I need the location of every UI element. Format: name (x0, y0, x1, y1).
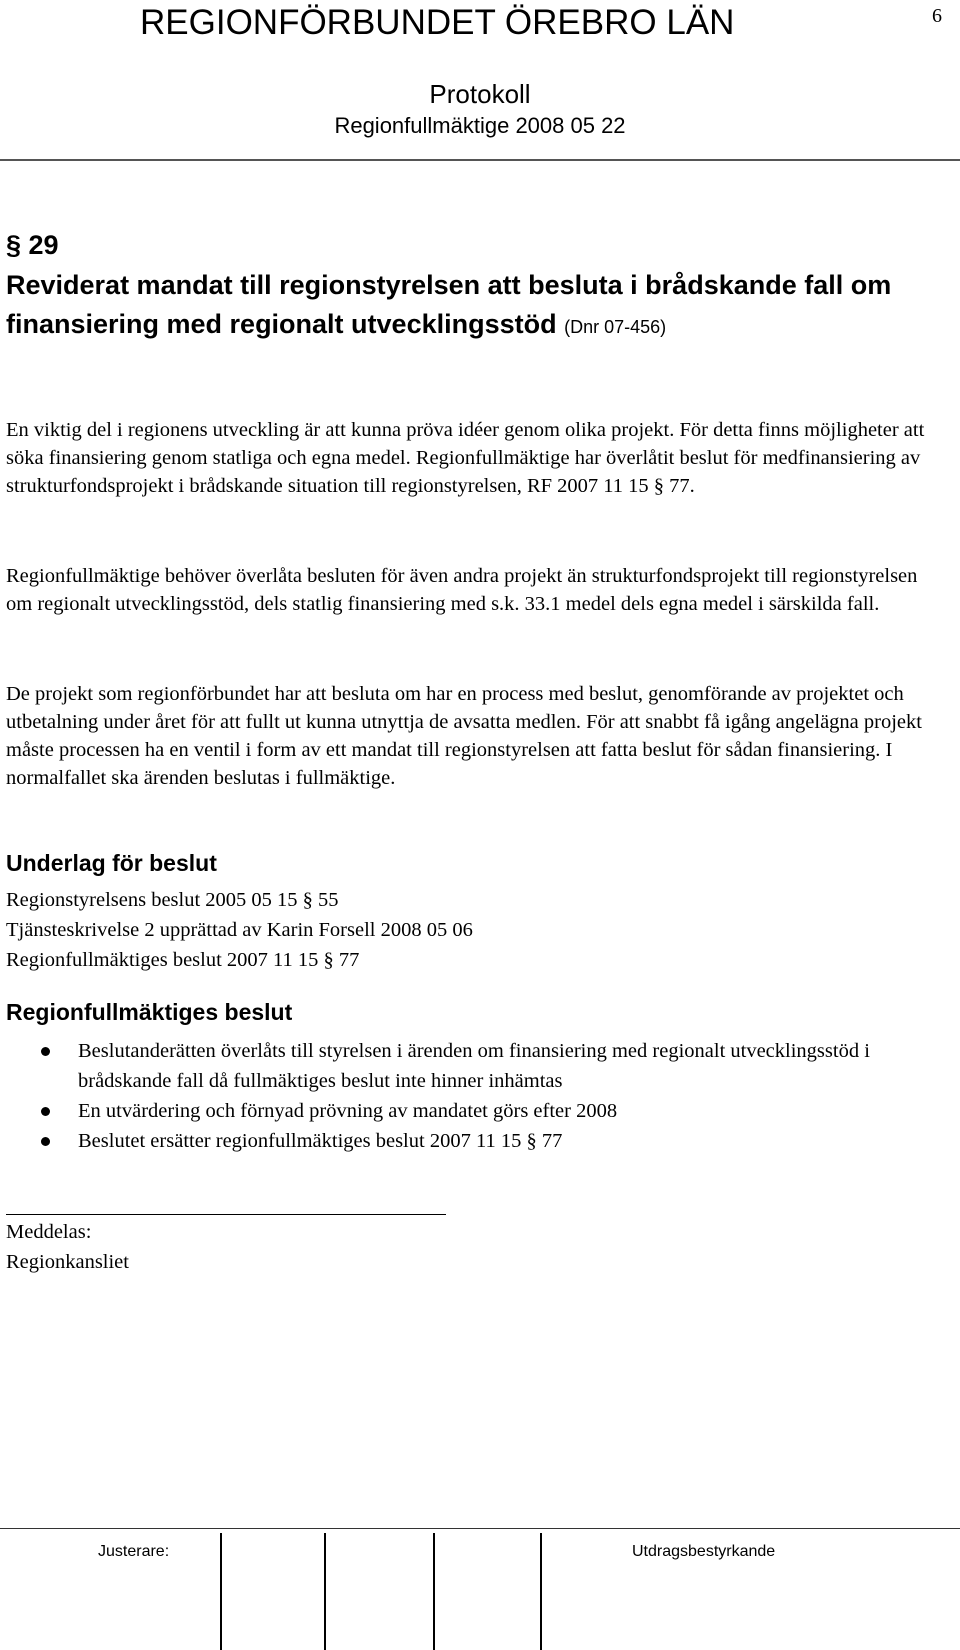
header-divider (0, 159, 960, 161)
distribution-recipient: Regionkansliet (6, 1251, 129, 1273)
underlag-list (6, 885, 473, 975)
section-title-text: Reviderat mandat till regionstyrelsen att besluta i brådskande fall om finansiering med regionalt utvecklingsstöd (6, 270, 892, 339)
distribution-label: Meddelas: (6, 1221, 92, 1243)
decision-item (6, 1036, 906, 1096)
dnr-reference: (Dnr 07-456) (564, 317, 667, 337)
utdragsbestyrkande-label: Utdragsbestyrkande (632, 1543, 776, 1560)
paragraph-2: Regionfullmäktige behöver överlåta besluten för även andra projekt än strukturfondsprojekt till regionstyrelsen om regionalt utvecklingsstöd, dels statlig finansiering med s.k. 33.1 medel dels egna medel i särskilda fall. (6, 565, 918, 615)
footer-divider (0, 1528, 960, 1529)
section-number: § 29 (6, 230, 59, 260)
underlag-item: Regionfullmäktiges beslut 2007 11 15 § 77 (6, 949, 360, 971)
document-type: Protokoll (429, 79, 531, 109)
decision-heading: Regionfullmäktiges beslut (6, 999, 293, 1025)
distribution-block (6, 1217, 129, 1277)
signature-box-divider (324, 1533, 326, 1650)
distribution-divider (6, 1214, 446, 1215)
paragraph-3: De projekt som regionförbundet har att besluta om har en process med beslut, genomförande av projektet och utbetalning under året för att fullt ut kunna utnyttja de avsatta medlen. För att snabbt få igång angelägna projekt måste processen ha en ventil i form av ett mandat till regionstyrelsen att fatta beslut för sådan finansiering. I normalfallet ska ärenden beslutas i fullmäktige. (6, 683, 922, 789)
justerare-label: Justerare: (98, 1543, 170, 1560)
paragraph-1: En viktig del i regionens utveckling är att kunna pröva idéer genom olika projekt. För detta finns möjligheter att söka finansiering genom statliga och egna medel. Regionfullmäktige har överlåtit beslut för medfinansiering av strukturfondsprojekt i brådskande situation till regionstyrelsen, RF 2007 11 15 § 77. (6, 419, 925, 497)
decision-item-text: Beslutet ersätter regionfullmäktiges beslut 2007 11 15 § 77 (78, 1130, 563, 1152)
signature-box-divider (540, 1533, 542, 1650)
bullet-icon (41, 1107, 50, 1116)
underlag-heading: Underlag för beslut (6, 850, 217, 876)
underlag-item: Tjänsteskrivelse 2 upprättad av Karin Forsell 2008 05 06 (6, 919, 473, 941)
bullet-icon (41, 1047, 50, 1056)
decision-list (6, 1036, 906, 1156)
page-number: 6 (932, 5, 942, 27)
signature-box-divider (220, 1533, 222, 1650)
decision-item (6, 1096, 906, 1126)
underlag-item: Regionstyrelsens beslut 2005 05 15 § 55 (6, 889, 339, 911)
section-title (6, 266, 906, 347)
bullet-icon (41, 1137, 50, 1146)
decision-item-text: En utvärdering och förnyad prövning av mandatet görs efter 2008 (78, 1100, 618, 1122)
meeting-date: Regionfullmäktige 2008 05 22 (334, 113, 626, 138)
decision-item-text: Beslutanderätten överlåts till styrelsen i ärenden om finansiering med regionalt utvecklingsstöd i brådskande fall då fullmäktiges beslut inte hinner inhämtas (78, 1040, 870, 1092)
organization-name: REGIONFÖRBUNDET ÖREBRO LÄN (140, 3, 735, 42)
decision-item (6, 1126, 906, 1156)
signature-box-divider (433, 1533, 435, 1650)
